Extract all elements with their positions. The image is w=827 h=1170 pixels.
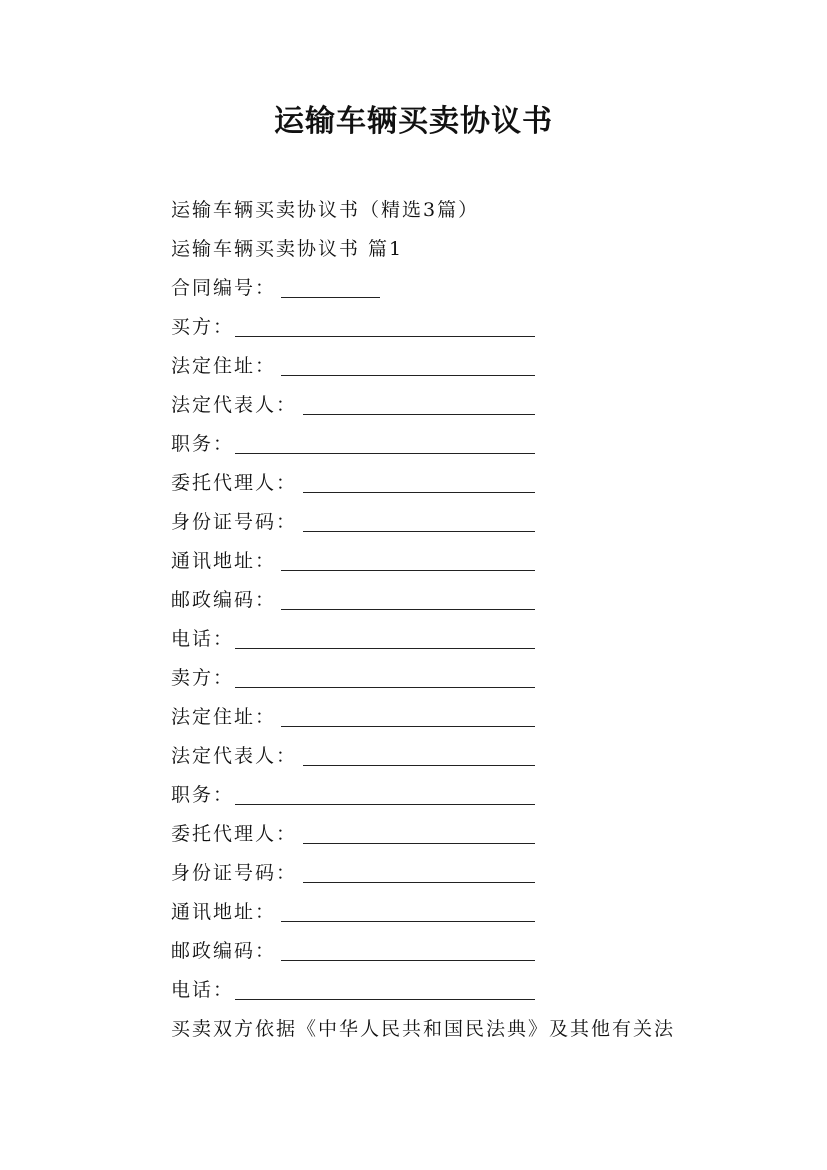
seller-agent-blank	[303, 843, 535, 844]
seller-phone-label: 电话：	[171, 979, 235, 1001]
buyer-mail-address-blank	[281, 570, 535, 571]
buyer-blank	[235, 336, 535, 337]
seller-label: 卖方：	[171, 667, 235, 689]
buyer-id-blank	[303, 531, 535, 532]
seller-postcode-blank	[281, 960, 535, 961]
seller-phone-blank	[235, 999, 535, 1000]
contract-no-blank	[281, 297, 380, 298]
contract-no-label: 合同编号：	[171, 277, 277, 299]
buyer-agent-blank	[303, 492, 535, 493]
body-paragraph: 买卖双方依据《中华人民共和国民法典》及其他有关法	[171, 1018, 676, 1040]
seller-mail-address-label: 通讯地址：	[171, 901, 277, 923]
buyer-address-label: 法定住址：	[171, 355, 277, 377]
seller-postcode-label: 邮政编码：	[171, 940, 277, 962]
buyer-phone-blank	[235, 648, 535, 649]
buyer-label: 买方：	[171, 316, 235, 338]
seller-address-blank	[281, 726, 535, 727]
buyer-id-label: 身份证号码：	[171, 511, 298, 533]
seller-id-label: 身份证号码：	[171, 862, 298, 884]
seller-blank	[235, 687, 535, 688]
buyer-legal-rep-label: 法定代表人：	[171, 394, 298, 416]
buyer-position-blank	[235, 453, 535, 454]
buyer-phone-label: 电话：	[171, 628, 235, 650]
buyer-postcode-label: 邮政编码：	[171, 589, 277, 611]
document-title: 运输车辆买卖协议书	[274, 104, 553, 139]
seller-legal-rep-blank	[303, 765, 535, 766]
seller-id-blank	[303, 882, 535, 883]
buyer-position-label: 职务：	[171, 433, 235, 455]
buyer-legal-rep-blank	[303, 414, 535, 415]
seller-mail-address-blank	[281, 921, 535, 922]
document-subtitle: 运输车辆买卖协议书（精选3篇）	[171, 199, 480, 221]
buyer-address-blank	[281, 375, 535, 376]
section-heading: 运输车辆买卖协议书 篇1	[171, 238, 404, 260]
seller-position-label: 职务：	[171, 784, 235, 806]
seller-address-label: 法定住址：	[171, 706, 277, 728]
buyer-postcode-blank	[281, 609, 535, 610]
buyer-agent-label: 委托代理人：	[171, 472, 298, 494]
seller-legal-rep-label: 法定代表人：	[171, 745, 298, 767]
buyer-mail-address-label: 通讯地址：	[171, 550, 277, 572]
seller-position-blank	[235, 804, 535, 805]
seller-agent-label: 委托代理人：	[171, 823, 298, 845]
